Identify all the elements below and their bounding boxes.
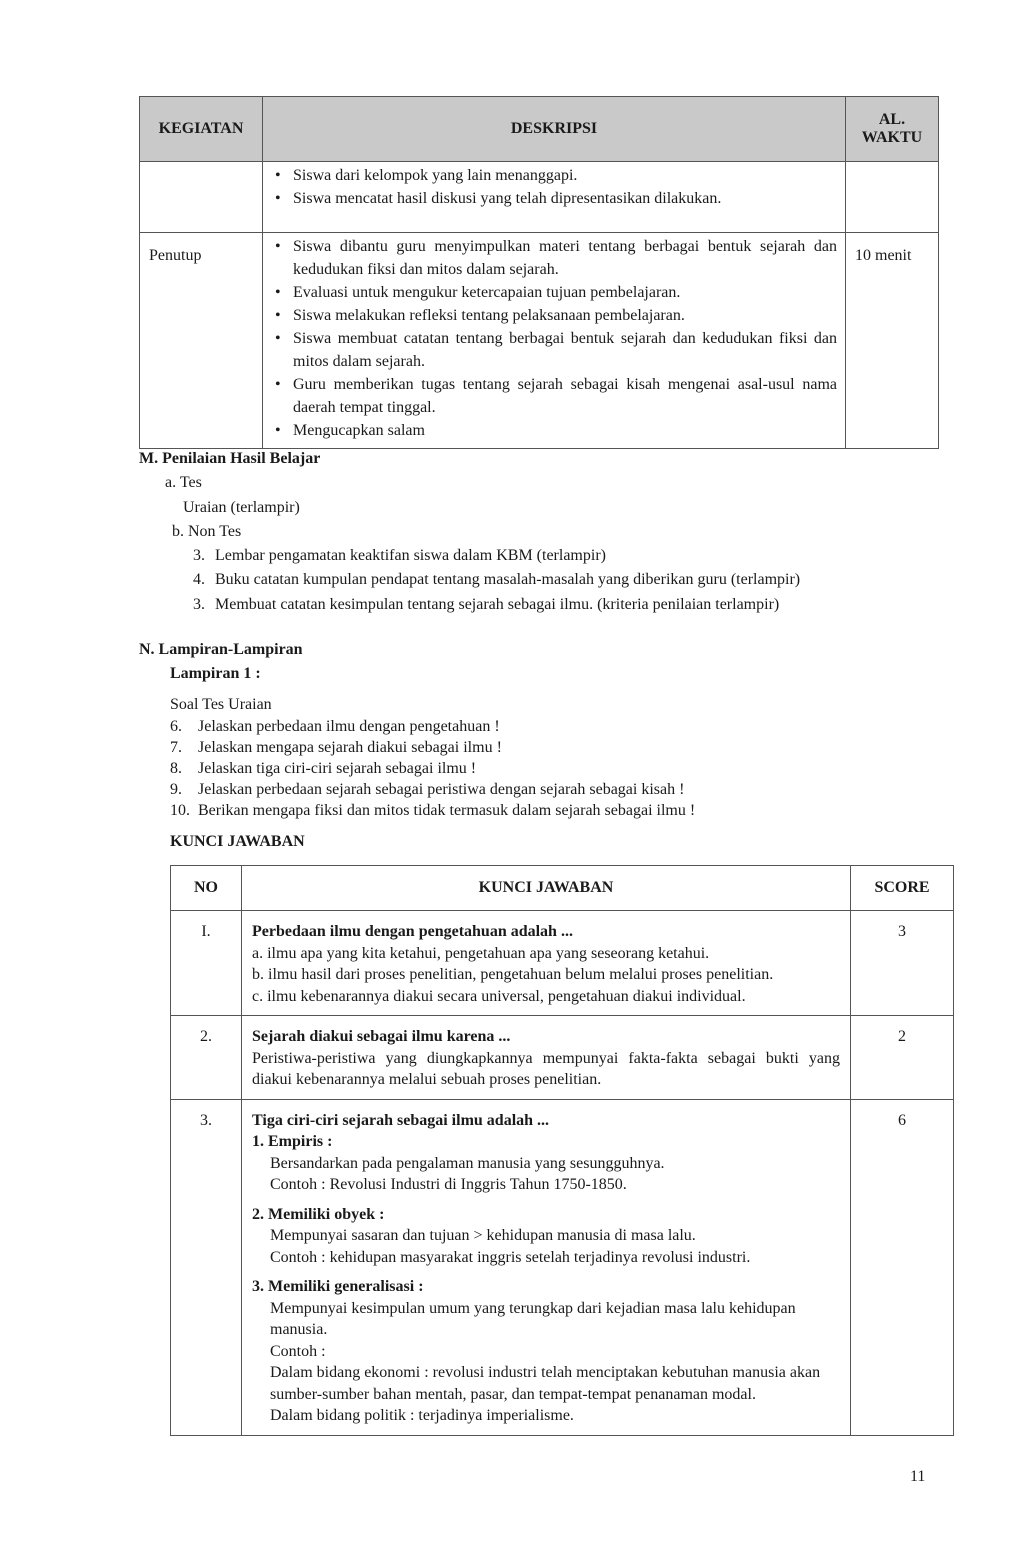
answer-heading: Tiga ciri-ciri sejarah sebagai ilmu adalah ... (252, 1111, 550, 1129)
answer-line: Dalam bidang ekonomi : revolusi industri telah menciptakan kebutuhan manusia akan sumber-sumber bahan mentah, pasar, dan tempat-tempat penanaman modal. (270, 1364, 821, 1403)
header-no: NO (171, 866, 242, 911)
score-cell: 3 (851, 911, 954, 1016)
answer-line: c. ilmu kebenarannya diakui secara universal, pengetahuan diakui individual. (252, 987, 746, 1005)
table-row (140, 162, 939, 233)
table-row (171, 1099, 954, 1435)
answer-line: Dalam bidang politik : terjadinya imperialisme. (270, 1407, 574, 1424)
answer-line: Contoh : kehidupan masyarakat inggris setelah terjadinya revolusi industri. (270, 1248, 751, 1266)
list-item: • Mengucapkan salam (273, 419, 837, 442)
answer-cell (242, 1099, 851, 1435)
question-item: 6. Jelaskan perbedaan ilmu dengan pengetahuan ! (170, 718, 500, 735)
score-cell: 6 (851, 1099, 954, 1435)
header-waktu: AL. WAKTU (846, 97, 939, 162)
score-cell: 2 (851, 1016, 954, 1100)
non-tes-label: b. Non Tes (172, 523, 242, 540)
list-item: 4. Buku catatan kumpulan pendapat tentang masalah-masalah yang diberikan guru (terlampir) (193, 571, 801, 588)
question-item: 10. Berikan mengapa fiksi dan mitos tidak termasuk dalam sejarah sebagai ilmu ! (170, 802, 696, 819)
question-item: 7. Jelaskan mengapa sejarah diakui sebagai ilmu ! (170, 739, 502, 756)
table-row (171, 1016, 954, 1100)
answer-heading: Perbedaan ilmu dengan pengetahuan adalah ... (252, 923, 573, 940)
list-item: • Siswa melakukan refleksi tentang pelaksanaan pembelajaran. (273, 304, 837, 327)
list-item: • Siswa dari kelompok yang lain menanggapi. (273, 164, 837, 187)
question-item: 8. Jelaskan tiga ciri-ciri sejarah sebagai ilmu ! (170, 760, 477, 777)
list-item: 3. Membuat catatan kesimpulan tentang sejarah sebagai ilmu. (kriteria penilaian terlampir) (193, 596, 780, 613)
soal-title: Soal Tes Uraian (170, 696, 272, 713)
page-number: 11 (910, 1468, 926, 1485)
section-n-title: N. Lampiran-Lampiran (139, 641, 303, 658)
lampiran-subtitle: Lampiran 1 : (170, 665, 261, 682)
answer-line: Mempunyai sasaran dan tujuan > kehidupan manusia di masa lalu. (270, 1227, 696, 1244)
waktu-cell (846, 162, 939, 233)
list-item: • Evaluasi untuk mengukur ketercapaian tujuan pembelajaran. (273, 281, 837, 304)
list-item: • Guru memberikan tugas tentang sejarah sebagai kisah mengenai asal-usul nama daerah tempat tinggal. (273, 373, 837, 419)
tes-label: a. Tes (165, 474, 202, 491)
answer-line: Mempunyai kesimpulan umum yang terungkap dari kejadian masa lalu kehidupan manusia. (270, 1299, 796, 1338)
activity-table (139, 96, 939, 449)
header-score: SCORE (851, 866, 954, 911)
bullet-list (273, 164, 837, 210)
list-item: • Siswa mencatat hasil diskusi yang telah dipresentasikan dilakukan. (273, 187, 837, 210)
deskripsi-cell (263, 233, 846, 449)
answer-table-header (171, 866, 954, 911)
table-row (171, 911, 954, 1016)
answer-key-table (170, 865, 954, 1436)
activity-table-header (140, 97, 939, 162)
bullet-list (273, 235, 837, 442)
no-cell: I. (171, 911, 242, 1016)
question-item: 9. Jelaskan perbedaan sejarah sebagai peristiwa dengan sejarah sebagai kisah ! (170, 781, 685, 798)
answer-heading: Sejarah diakui sebagai ilmu karena ... (252, 1028, 511, 1045)
section-m-title: M. Penilaian Hasil Belajar (139, 450, 321, 467)
list-item: • Siswa dibantu guru menyimpulkan materi tentang berbagai bentuk sejarah dan kedudukan fiksi dan mitos dalam sejarah. (273, 235, 837, 281)
waktu-cell: 10 menit (846, 233, 939, 449)
deskripsi-cell (263, 162, 846, 233)
header-kegiatan: KEGIATAN (140, 97, 263, 162)
list-item: • Siswa membuat catatan tentang berbagai bentuk sejarah dan kedudukan fiksi dan mitos dalam sejarah. (273, 327, 837, 373)
tes-item: Uraian (terlampir) (183, 499, 300, 516)
kunci-title: KUNCI JAWABAN (170, 833, 305, 850)
point-title: 3. Memiliki generalisasi : (252, 1278, 424, 1295)
answer-cell (242, 911, 851, 1016)
list-item: 3. Lembar pengamatan keaktifan siswa dalam KBM (terlampir) (193, 547, 606, 564)
answer-line: b. ilmu hasil dari proses penelitian, pengetahuan belum melalui proses penelitian. (252, 966, 774, 983)
header-deskripsi: DESKRIPSI (263, 97, 846, 162)
table-row (140, 233, 939, 449)
answer-line: Peristiwa-peristiwa yang diungkapkannya mempunyai fakta-fakta sebagai bukti yang diakui kebenarannya melalui sebuah proses penelitian. (252, 1049, 840, 1088)
answer-line: Contoh : (270, 1342, 326, 1360)
answer-cell (242, 1016, 851, 1100)
answer-line: Contoh : Revolusi Industri di Inggris Tahun 1750-1850. (270, 1176, 627, 1193)
kegiatan-cell: Penutup (140, 233, 263, 449)
answer-line: a. ilmu apa yang kita ketahui, pengetahuan apa yang seseorang ketahui. (252, 944, 710, 962)
header-kunci-jawaban: KUNCI JAWABAN (242, 866, 851, 911)
no-cell: 2. (171, 1016, 242, 1100)
point-title: 1. Empiris : (252, 1133, 333, 1150)
no-cell: 3. (171, 1099, 242, 1435)
point-title: 2. Memiliki obyek : (252, 1205, 385, 1223)
kegiatan-cell (140, 162, 263, 233)
answer-line: Bersandarkan pada pengalaman manusia yang sesungguhnya. (270, 1154, 665, 1172)
